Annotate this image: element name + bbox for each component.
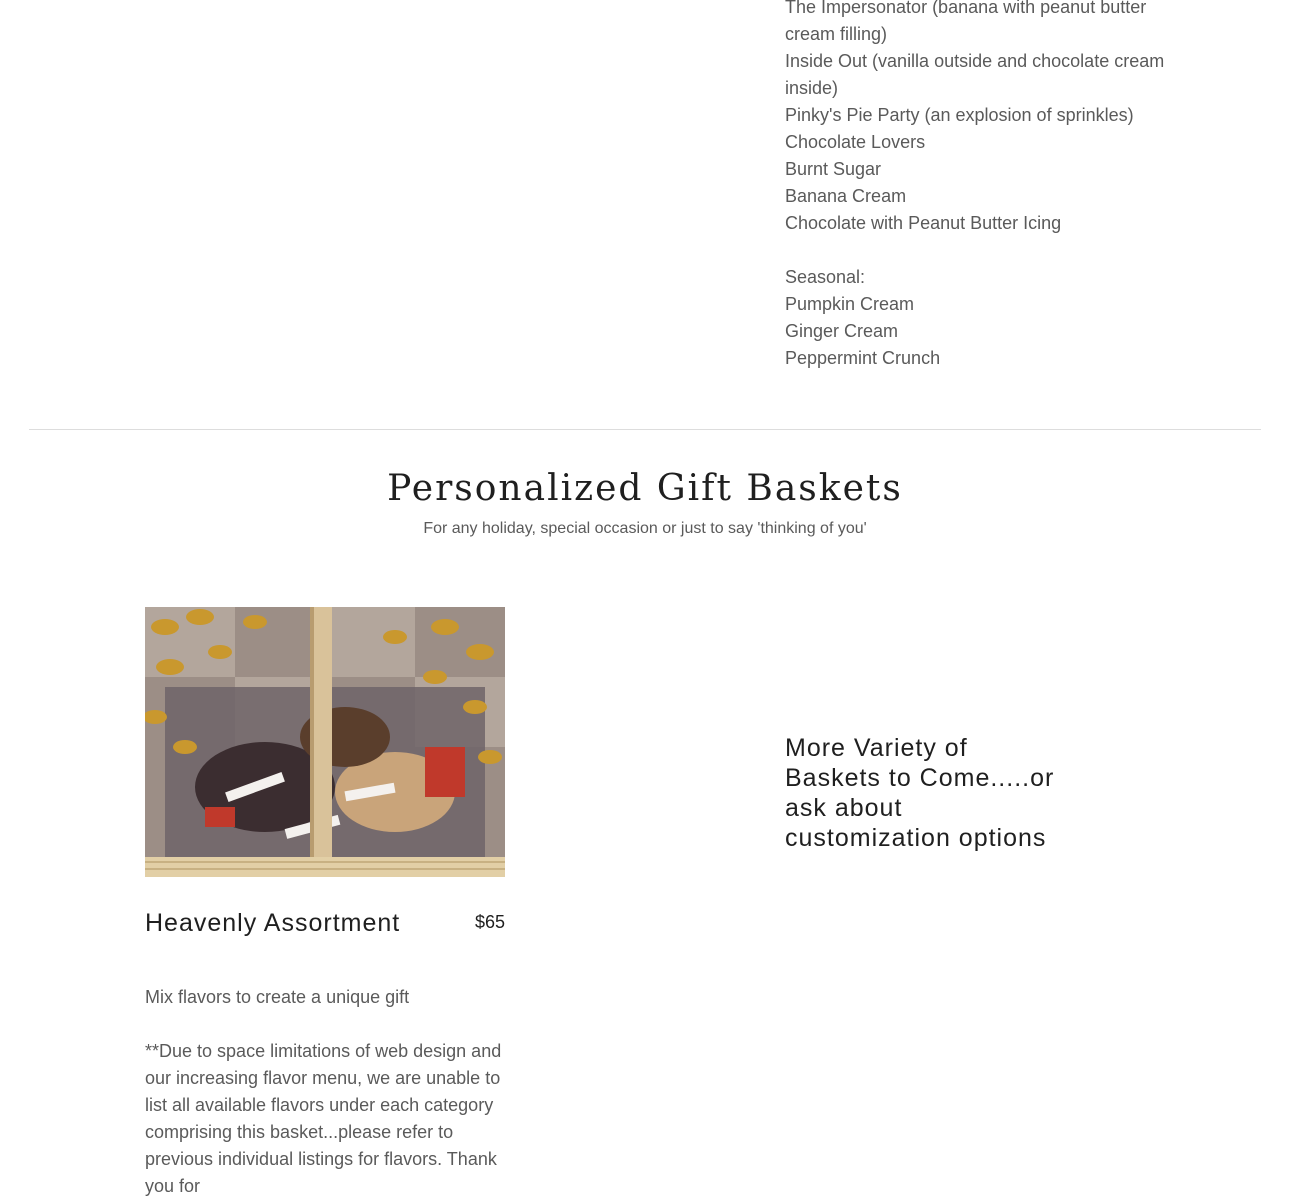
more-variety-heading: More Variety of Baskets to Come.....or ask about customization options (785, 734, 1055, 852)
product-price: $65 (474, 912, 505, 932)
gift-basket-image[interactable] (145, 607, 505, 877)
spacer (145, 1011, 515, 1038)
flavor-item: The Impersonator (banana with peanut butter cream filling) (785, 0, 1147, 44)
flavor-item: Pinky's Pie Party (an explosion of sprinkles) (785, 105, 1134, 125)
spacer (785, 237, 1165, 264)
product-name[interactable]: Heavenly Assortment (145, 909, 401, 937)
flavor-item: Chocolate with Peanut Butter Icing (785, 213, 1062, 233)
flavor-item: Inside Out (vanilla outside and chocolate cream inside) (785, 51, 1165, 98)
flavor-item: Banana Cream (785, 186, 907, 206)
seasonal-item: Pumpkin Cream (785, 294, 915, 314)
flavor-list (785, 0, 1165, 372)
section-divider (29, 429, 1261, 430)
seasonal-heading: Seasonal: (785, 267, 866, 287)
flavor-item: Chocolate Lovers (785, 132, 926, 152)
section-title: Personalized Gift Baskets (387, 468, 903, 509)
section-subtitle: For any holiday, special occasion or just to say 'thinking of you' (423, 520, 867, 537)
seasonal-item: Ginger Cream (785, 321, 899, 341)
seasonal-item: Peppermint Crunch (785, 348, 941, 368)
flavor-item: Burnt Sugar (785, 159, 882, 179)
product-description-line: Mix flavors to create a unique gift (145, 987, 410, 1007)
product-description-note: **Due to space limitations of web design and our increasing flavor menu, we are unable to list all available flavors under each category comprising this basket...please refer to previous individual listings for flavors. Thank you for (145, 1041, 502, 1196)
product-description (145, 984, 515, 1200)
